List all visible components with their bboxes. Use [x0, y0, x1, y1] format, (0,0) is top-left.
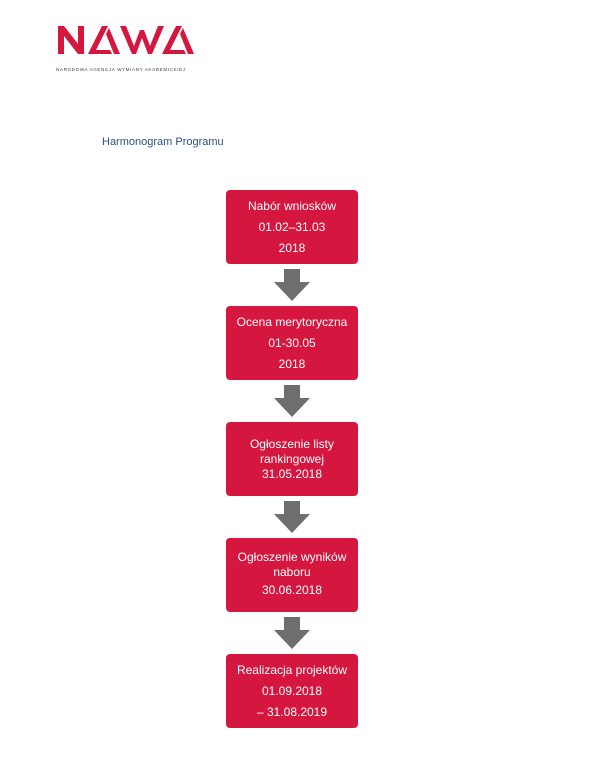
step-line: 30.06.2018	[261, 582, 323, 597]
step-line: naboru	[273, 564, 311, 579]
step-line: – 31.08.2019	[256, 704, 328, 719]
arrow-down-icon	[226, 612, 358, 654]
step-line: 2018	[278, 240, 306, 255]
logo-subtitle: NARODOWA AGENCJA WYMIANY AKADEMICKIEJ	[56, 67, 186, 72]
flow-step-implementation	[226, 654, 358, 728]
step-line: 31.05.2018	[261, 466, 323, 481]
arrow-down-icon	[226, 380, 358, 422]
flow-step-ranking	[226, 422, 358, 496]
step-line: 01.02–31.03	[258, 219, 326, 234]
arrow-down-icon	[226, 264, 358, 306]
step-line: 2018	[278, 356, 306, 371]
nawa-logo	[56, 20, 196, 78]
step-line: Ogłoszenie listy	[249, 436, 335, 451]
step-line: rankingowej	[259, 451, 325, 466]
arrow-down-icon	[226, 496, 358, 538]
schedule-flowchart	[226, 190, 358, 728]
step-line: Ocena merytoryczna	[236, 314, 348, 329]
step-line: 01-30.05	[268, 335, 316, 350]
step-line: Realizacja projektów	[236, 662, 348, 677]
step-line: Ogłoszenie wyników	[237, 549, 347, 564]
page-title: Harmonogram Programu	[102, 136, 224, 148]
nawa-logo-mark	[56, 20, 196, 60]
flow-step-results	[226, 538, 358, 612]
step-line: 01.09.2018	[261, 683, 323, 698]
step-line: Nabór wniosków	[247, 198, 337, 213]
flow-step-evaluation	[226, 306, 358, 380]
flow-step-applications	[226, 190, 358, 264]
